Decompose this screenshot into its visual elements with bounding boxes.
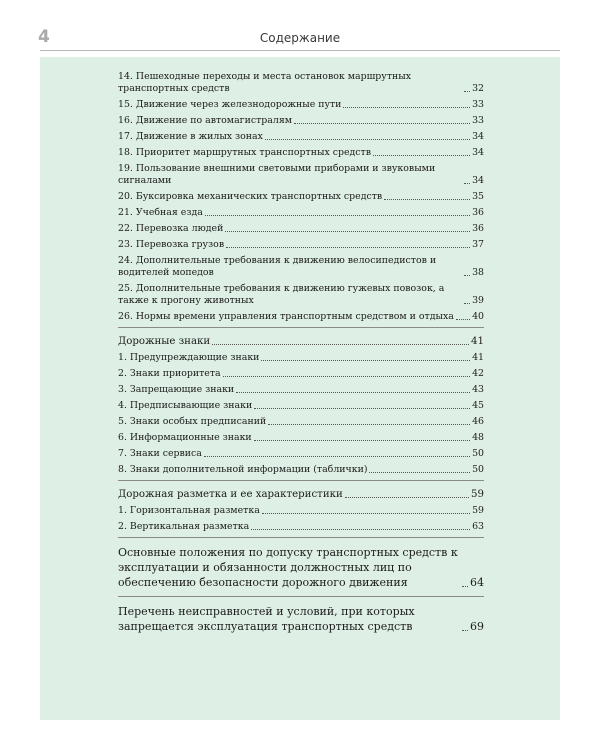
toc-entry[interactable]: [118, 99, 484, 111]
toc-section-heading[interactable]: [118, 335, 484, 348]
toc-entry-title: 4. Предписывающие знаки: [118, 400, 253, 411]
toc-entry[interactable]: [118, 416, 484, 428]
toc-entry-title: 24. Дополнительные требования к движению велосипедистов и водителей мопедов: [118, 255, 437, 278]
toc-entry-title: 6. Информационные знаки: [118, 432, 252, 443]
toc-entry[interactable]: [118, 239, 484, 251]
toc-entry-title: 20. Буксировка механических транспортных средств: [118, 191, 383, 202]
toc-entry-title: 21. Учебная езда: [118, 207, 203, 218]
toc-entry[interactable]: [118, 505, 484, 517]
dot-leader: [343, 107, 470, 108]
toc-entry[interactable]: [118, 448, 484, 460]
section-divider: [118, 327, 484, 328]
toc-entry[interactable]: [118, 163, 484, 187]
toc-entry-title: Дорожная разметка и ее характеристики: [118, 489, 343, 500]
toc-entry-title: 8. Знаки дополнительной информации (таблички): [118, 464, 368, 475]
toc-entry-title: Основные положения по допуску транспортных средств к эксплуатации и обязанности должностных лиц по обеспечению безопасности дорожного движения: [118, 546, 458, 589]
toc-page-number: 32: [472, 83, 484, 94]
toc-entry-title: 19. Пользование внешними световыми приборами и звуковыми сигналами: [118, 163, 436, 186]
toc-entry[interactable]: [118, 207, 484, 219]
toc-page-number: 36: [472, 207, 484, 218]
section-divider: [118, 596, 484, 597]
toc-page-number: 50: [472, 448, 484, 459]
dot-leader: [268, 424, 470, 425]
toc-page-number: 41: [472, 352, 484, 363]
dot-leader: [251, 529, 470, 530]
toc-page-number: 45: [472, 400, 484, 411]
toc-page-number: 63: [472, 521, 484, 532]
dot-leader: [462, 586, 468, 587]
toc-page-number: 43: [472, 384, 484, 395]
toc-entry[interactable]: [118, 464, 484, 476]
dot-leader: [294, 123, 470, 124]
toc-entry[interactable]: [118, 283, 484, 307]
toc-entry-title: 25. Дополнительные требования к движению гужевых повозок, а также к прогону животных: [118, 283, 445, 306]
toc-page-number: 50: [472, 464, 484, 475]
toc-entry[interactable]: [118, 191, 484, 203]
toc-entry[interactable]: [118, 400, 484, 412]
toc-entry-title: 3. Запрещающие знаки: [118, 384, 235, 395]
toc-page-number: 39: [472, 295, 484, 306]
dot-leader: [205, 215, 470, 216]
toc-entry-title: 18. Приоритет маршрутных транспортных средств: [118, 147, 372, 158]
dot-leader: [223, 376, 470, 377]
toc-entry-title: 17. Движение в жилых зонах: [118, 131, 263, 142]
dot-leader: [226, 247, 470, 248]
dot-leader: [373, 155, 470, 156]
toc-page-number: 41: [471, 336, 484, 347]
page-number: 4: [38, 27, 50, 47]
dot-leader: [204, 456, 470, 457]
toc-entry[interactable]: [118, 311, 484, 323]
table-of-contents: [118, 71, 484, 640]
dot-leader: [225, 231, 470, 232]
toc-entry-title: 26. Нормы времени управления транспортным средством и отдыха: [118, 311, 454, 322]
toc-entry-title: 16. Движение по автомагистралям: [118, 115, 293, 126]
toc-entry-title: Дорожные знаки: [118, 336, 211, 347]
toc-page-number: 34: [472, 175, 484, 186]
toc-entry-title: 2. Вертикальная разметка: [118, 521, 250, 532]
toc-entry-title: 5. Знаки особых предписаний: [118, 416, 267, 427]
dot-leader: [261, 360, 470, 361]
toc-page-number: 35: [472, 191, 484, 202]
toc-page-number: 46: [472, 416, 484, 427]
toc-page-number: 38: [472, 267, 484, 278]
toc-entry-title: 2. Знаки приоритета: [118, 368, 221, 379]
toc-entry[interactable]: [118, 255, 484, 279]
toc-entry[interactable]: [118, 147, 484, 159]
dot-leader: [262, 513, 470, 514]
toc-entry-title: 23. Перевозка грузов: [118, 239, 225, 250]
section-divider: [118, 480, 484, 481]
toc-page-number: 42: [472, 368, 484, 379]
toc-entry-title: 7. Знаки сервиса: [118, 448, 202, 459]
dot-leader: [345, 497, 469, 498]
toc-entry[interactable]: [118, 432, 484, 444]
dot-leader: [456, 319, 470, 320]
section-divider: [118, 537, 484, 538]
toc-page-number: 37: [472, 239, 484, 250]
toc-entry-title: 1. Горизонтальная разметка: [118, 505, 260, 516]
dot-leader: [254, 408, 470, 409]
toc-page-number: 40: [472, 311, 484, 322]
toc-entry[interactable]: [118, 115, 484, 127]
toc-page-number: 36: [472, 223, 484, 234]
dot-leader: [369, 472, 470, 473]
toc-entry[interactable]: [118, 131, 484, 143]
toc-entry[interactable]: [118, 352, 484, 364]
dot-leader: [265, 139, 470, 140]
toc-entry-title: Перечень неисправностей и условий, при которых запрещается эксплуатация транспортных средств: [118, 605, 415, 633]
toc-entry[interactable]: [118, 384, 484, 396]
dot-leader: [384, 199, 470, 200]
toc-entry[interactable]: [118, 71, 484, 95]
dot-leader: [464, 183, 470, 184]
toc-page-number: 59: [472, 505, 484, 516]
toc-page-number: 33: [472, 99, 484, 110]
toc-entry[interactable]: [118, 521, 484, 533]
toc-section-heading[interactable]: [118, 604, 484, 634]
toc-page-number: 34: [472, 147, 484, 158]
dot-leader: [236, 392, 470, 393]
toc-entry-title: 1. Предупреждающие знаки: [118, 352, 260, 363]
dot-leader: [464, 275, 470, 276]
toc-entry-title: 15. Движение через железнодорожные пути: [118, 99, 342, 110]
toc-page-number: 33: [472, 115, 484, 126]
toc-entry[interactable]: [118, 223, 484, 235]
toc-page-number: 69: [470, 620, 484, 633]
toc-entry-title: 14. Пешеходные переходы и места остановок маршрутных транспортных средств: [118, 71, 412, 94]
dot-leader: [254, 440, 470, 441]
dot-leader: [464, 303, 470, 304]
toc-section-heading[interactable]: [118, 545, 484, 590]
toc-page-number: 48: [472, 432, 484, 443]
toc-page-number: 64: [470, 576, 484, 589]
toc-entry[interactable]: [118, 368, 484, 380]
dot-leader: [464, 91, 470, 92]
running-title: Содержание: [259, 31, 341, 45]
toc-section-heading[interactable]: [118, 488, 484, 501]
dot-leader: [212, 344, 469, 345]
dot-leader: [462, 630, 468, 631]
toc-entry-title: 22. Перевозка людей: [118, 223, 224, 234]
toc-page-number: 34: [472, 131, 484, 142]
toc-page-number: 59: [471, 489, 484, 500]
header-rule: [40, 50, 560, 51]
